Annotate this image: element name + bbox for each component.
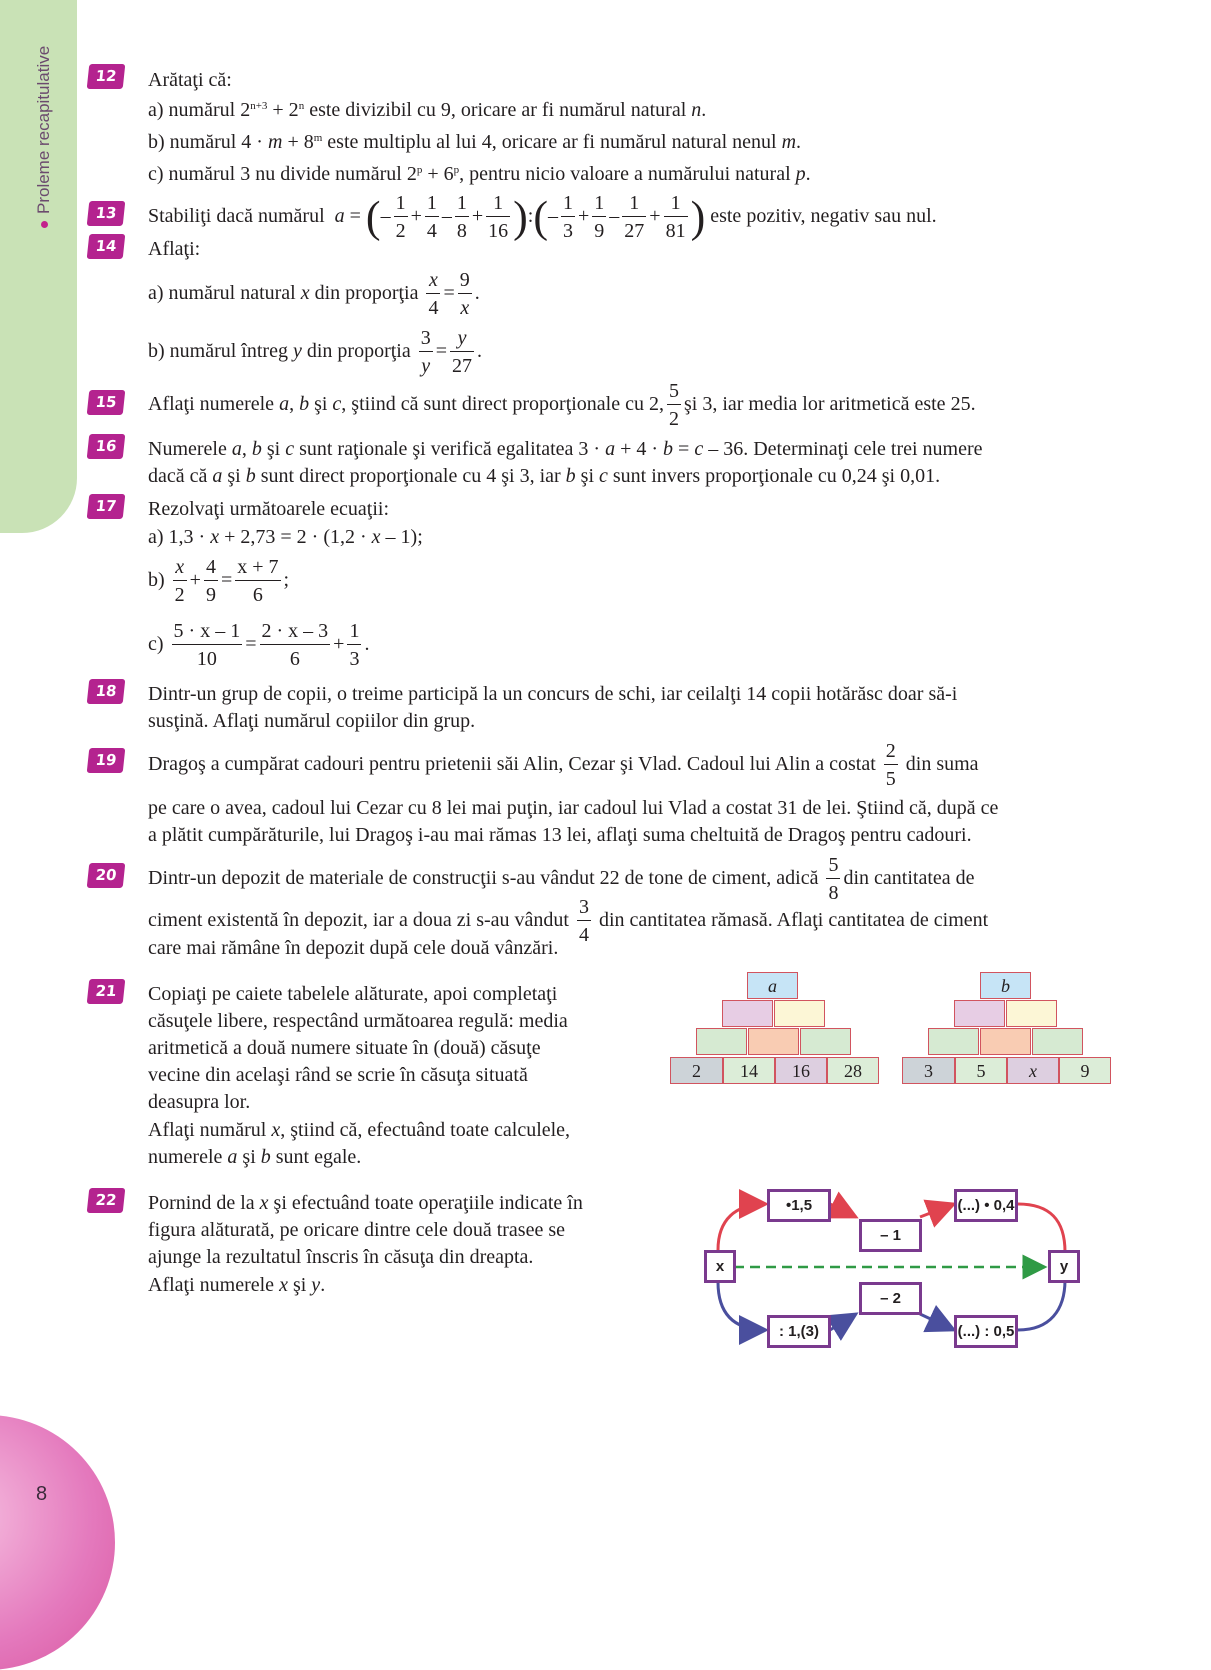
problem-14-a: a) numărul natural x din proporţia $\frac{x}{4}$ = $\frac{9}{x}$ . — [148, 268, 480, 319]
corner-decoration — [0, 1415, 115, 1670]
flow-op-box: •1,5 — [767, 1189, 831, 1222]
problem-16-line2: dacă că a şi b sunt direct proporţionale cu 4 şi 3, iar b şi c sunt invers proporţionale cu 0,24 şi 0,01. — [148, 465, 941, 487]
problem-18-line1: Dintr-un grup de copii, o treime participă la un concurs de schi, iar ceilalţi 14 copii hotărăsc doar să-i — [148, 683, 958, 705]
red-arrow — [1018, 1204, 1065, 1252]
pyramid-base-cell: 28 — [827, 1057, 879, 1084]
problem-18-line2: susţină. Aflaţi numărul copiilor din grup. — [148, 710, 476, 732]
problem-21-line: Copiaţi pe caiete tabelele alăturate, apoi completaţi — [148, 983, 558, 1005]
pyramid-a-top: a — [747, 972, 798, 999]
pyramid-cell — [928, 1028, 979, 1055]
pyramid-b-top: b — [980, 972, 1031, 999]
pyramid-base-cell: 16 — [775, 1057, 827, 1084]
flow-op-box: – 2 — [859, 1282, 922, 1315]
problem-19-line1: Dragoş a cumpărat cadouri pentru prietenii săi Alin, Cezar şi Vlad. Cadoul lui Alin a costat $\frac{2}{5}$ din suma — [148, 739, 979, 790]
flow-op-box: (...) • 0,4 — [954, 1189, 1018, 1222]
blue-arrow — [718, 1282, 766, 1330]
problem-14-b: b) numărul întreg y din proporţia $\frac{3}{y}$ = $\frac{y}{27}$ . — [148, 326, 483, 377]
problem-19-line3: a plătit cumpărăturile, lui Dragoş i-au mai rămas 13 lei, aflaţi suma cheltuită de Dragoş pentru cadouri. — [148, 824, 972, 846]
chapter-label: Proleme recapitulative — [34, 46, 54, 228]
pyramid-base-cell: x — [1007, 1057, 1059, 1084]
flow-diagram — [690, 1180, 1090, 1350]
problem-20-line3: care mai rămâne în depozit după cele două vânzări. — [148, 937, 559, 959]
problem-17-a: a) 1,3 · x + 2,73 = 2 · (1,2 · x – 1); — [148, 526, 423, 548]
problem-number: 22 — [87, 1188, 126, 1213]
problem-number: 18 — [87, 679, 126, 704]
problem-21-line6: Aflaţi numărul x, ştiind că, efectuând toate calculele, — [148, 1119, 571, 1141]
red-arrow — [718, 1204, 766, 1250]
problem-number: 20 — [87, 863, 126, 888]
problem-number: 13 — [87, 201, 126, 226]
pyramid-base-cell: 2 — [670, 1057, 723, 1084]
problem-number: 14 — [87, 234, 126, 259]
problem-14-intro: Aflaţi: — [148, 238, 201, 260]
red-arrow — [920, 1204, 954, 1217]
problem-17-c: c) $\frac{5 \cdot x - 1}{10}$ = $\frac{2 \cdot x - 3}{6}$ + $\frac{1}{3}$ . — [148, 619, 370, 670]
flow-op-box: (...) : 0,5 — [954, 1315, 1018, 1348]
problem-number: 17 — [87, 494, 126, 519]
problem-number: 19 — [87, 748, 126, 773]
problem-20-line2: ciment existentă în depozit, iar a doua zi s-au vândut $\frac{3}{4}$ din cantitatea rămasă. Aflaţi cantitatea de ciment — [148, 895, 989, 946]
problem-number: 21 — [87, 979, 126, 1004]
problem-16-line1: Numerele a, b şi c sunt raţionale şi verifică egalitatea 3 · a + 4 · b = c – 36. Determinaţi cele trei numere — [148, 438, 983, 460]
pyramid-base-cell: 14 — [723, 1057, 775, 1084]
problem-17-intro: Rezolvaţi următoarele ecuaţii: — [148, 498, 389, 520]
pyramid-cell — [722, 1000, 773, 1027]
pyramid-base-cell: 9 — [1059, 1057, 1111, 1084]
flow-end-box: y — [1048, 1250, 1080, 1283]
problem-number: 16 — [87, 434, 126, 459]
flow-start-box: x — [704, 1250, 736, 1283]
problem-20-line1: Dintr-un depozit de materiale de construcţii s-au vândut 22 de tone de ciment, adică $\frac{5}{8}$ din cantitatea de — [148, 853, 975, 904]
problem-22-line2: figura alăturată, pe oricare dintre cele două trasee se — [148, 1219, 565, 1241]
pyramid-base-cell: 5 — [955, 1057, 1007, 1084]
page-number: 8 — [36, 1483, 48, 1505]
problem-number: 15 — [87, 390, 126, 415]
pyramid-cell — [1032, 1028, 1083, 1055]
blue-arrow — [920, 1314, 954, 1330]
problem-12-c: c) numărul 3 nu divide numărul $2^p + 6^p$, pentru nicio valoare a numărului natural p. — [148, 163, 811, 185]
pyramid-cell — [1006, 1000, 1057, 1027]
problem-21-line: vecine din acelaşi rând se scrie în căsuţa situată — [148, 1064, 528, 1086]
problem-22-line4: Aflaţi numerele x şi y. — [148, 1274, 326, 1296]
pyramid-cell — [748, 1028, 799, 1055]
flow-op-box: – 1 — [859, 1219, 922, 1252]
blue-arrow — [830, 1314, 856, 1330]
problem-12-intro: Arătaţi că: — [148, 69, 232, 91]
problem-number: 12 — [87, 64, 126, 89]
problem-19-line2: pe care o avea, cadoul lui Cezar cu 8 lei mai puţin, iar cadoul lui Vlad a costat 31 de lei. Ştiind că, după ce — [148, 797, 999, 819]
problem-22-line1: Pornind de la x şi efectuând toate operaţiile indicate în — [148, 1192, 583, 1214]
problem-12-b: b) numărul $4 \cdot m + 8^m$ este multiplu al lui 4, oricare ar fi numărul natural nenul m. — [148, 131, 802, 153]
problem-22-line3: ajunge la rezultatul înscris în căsuţa din dreapta. — [148, 1246, 534, 1268]
pyramid-cell — [954, 1000, 1005, 1027]
red-arrow — [830, 1204, 856, 1217]
pyramid-base-cell: 3 — [902, 1057, 955, 1084]
problem-13: Stabiliţi dacă numărul a = (– $\frac{1}{2}$ + $\frac{1}{4}$ – $\frac{1}{8}$ + $\frac{1}{16}$ ):(– $\frac{1}{3}$ + $\frac{1}{9}$ – $\frac{1}{27}$ + $\frac{1}{81}$ ) este pozitiv, negativ sau nul. — [148, 191, 937, 242]
pyramid-cell — [980, 1028, 1031, 1055]
problem-17-b: b) $\frac{x}{2}$ + $\frac{4}{9}$ = $\frac{x + 7}{6}$ ; — [148, 555, 290, 606]
problem-21-line: aritmetică a două numere situate în (două) căsuţe — [148, 1037, 541, 1059]
problem-12-a: a) numărul $2^{n+3} + 2^n$ este divizibil cu 9, oricare ar fi numărul natural n. — [148, 99, 707, 121]
problem-21-line7: numerele a şi b sunt egale. — [148, 1146, 362, 1168]
problem-21-line: deasupra lor. — [148, 1091, 251, 1113]
flow-op-box: : 1,(3) — [767, 1315, 831, 1348]
problem-15: Aflaţi numerele a, b şi c, ştiind că sunt direct proporţionale cu 2, $\frac{5}{2}$ şi 3, iar media lor aritmetică este 25. — [148, 379, 976, 430]
blue-arrow — [1018, 1280, 1065, 1330]
pyramid-cell — [800, 1028, 851, 1055]
pyramid-cell — [774, 1000, 825, 1027]
problem-21-line: căsuţele libere, respectând următoarea regulă: media — [148, 1010, 568, 1032]
bullet-icon — [41, 221, 48, 228]
pyramid-cell — [696, 1028, 747, 1055]
